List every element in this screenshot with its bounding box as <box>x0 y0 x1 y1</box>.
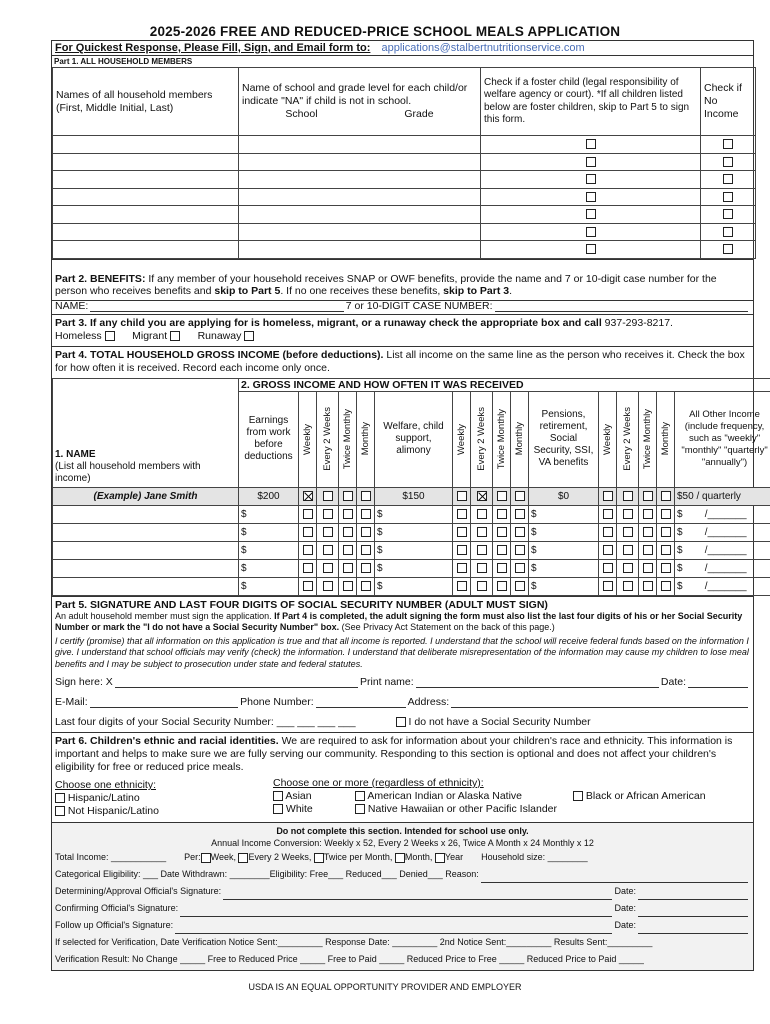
frequency-checkbox[interactable] <box>361 563 371 573</box>
example-checkbox <box>661 491 671 501</box>
foster-checkbox[interactable] <box>586 139 596 149</box>
frequency-checkbox[interactable] <box>343 581 353 591</box>
part6-section <box>52 733 753 823</box>
print-name-label: Print name: <box>360 676 414 688</box>
part5-section <box>52 597 753 734</box>
member-name-cell[interactable] <box>53 223 239 241</box>
welfare-cell[interactable]: $ <box>375 541 453 559</box>
example-earnings: $200 <box>239 487 299 505</box>
determining-date-label: Date: <box>614 886 636 896</box>
example-welfare: $150 <box>375 487 453 505</box>
week-checkbox[interactable] <box>201 853 211 863</box>
frequency-checkbox[interactable] <box>361 527 371 537</box>
member-name-cell[interactable] <box>53 241 239 259</box>
frequency-checkbox[interactable] <box>457 527 467 537</box>
earnings-cell[interactable]: $ <box>239 541 299 559</box>
frequency-checkbox[interactable] <box>661 509 671 519</box>
case-number-label: 7 or 10-DIGIT CASE NUMBER: <box>345 299 493 312</box>
verification-line: If selected for Verification, Date Verification Notice Sent:_________ Response Date: _________ 2nd Notice Sent:_________ Results Sent:_________ <box>55 937 653 947</box>
pension-cell[interactable]: $ <box>529 523 599 541</box>
form-title: 2025-2026 FREE AND REDUCED-PRICE SCHOOL MEALS APPLICATION <box>149 24 621 39</box>
earnings-cell[interactable]: $ <box>239 523 299 541</box>
frequency-checkbox[interactable] <box>343 527 353 537</box>
member-name-cell[interactable] <box>53 153 239 171</box>
other-dollar: $ <box>677 526 683 538</box>
example-checkbox <box>497 491 507 501</box>
part1-section <box>52 56 753 260</box>
frequency-checkbox[interactable] <box>303 527 313 537</box>
frequency-checkbox[interactable] <box>661 563 671 573</box>
confirming-date-label: Date: <box>614 903 636 913</box>
earnings-cell[interactable]: $ <box>239 559 299 577</box>
household-member-row <box>53 153 756 171</box>
freq-every2-2: Every 2 Weeks <box>476 407 487 471</box>
welfare-header: Welfare, child support, alimony <box>375 391 453 487</box>
pension-cell[interactable]: $ <box>529 577 599 595</box>
quick-response-bar <box>52 41 753 56</box>
freq-monthly-1: Monthly <box>360 422 371 456</box>
frequency-checkbox[interactable] <box>457 563 467 573</box>
no-income-checkbox[interactable] <box>723 227 733 237</box>
ssn-label: Last four digits of your Social Security Number: <box>55 716 274 728</box>
not-hispanic-checkbox[interactable] <box>55 806 65 816</box>
no-income-checkbox[interactable] <box>723 192 733 202</box>
migrant-label: Migrant <box>132 329 168 342</box>
col-header-grade-sub: Grade <box>404 108 434 120</box>
earnings-cell[interactable]: $ <box>239 577 299 595</box>
frequency-checkbox[interactable] <box>497 581 507 591</box>
asian-checkbox[interactable] <box>273 791 283 801</box>
frequency-checkbox[interactable] <box>661 527 671 537</box>
frequency-checkbox[interactable] <box>343 509 353 519</box>
freq-twice-3: Twice Monthly <box>642 408 653 470</box>
homeless-label: Homeless <box>55 329 102 342</box>
gross-income-header: 2. GROSS INCOME AND HOW OFTEN IT WAS RECEIVED <box>239 378 770 391</box>
frequency-checkbox[interactable] <box>361 509 371 519</box>
no-income-checkbox[interactable] <box>723 209 733 219</box>
welfare-cell[interactable]: $ <box>375 559 453 577</box>
frequency-checkbox[interactable] <box>303 581 313 591</box>
month-label: Month, <box>404 852 433 862</box>
school-grade-cell[interactable] <box>239 223 481 241</box>
household-members-table <box>52 67 756 259</box>
col-header-school <box>239 68 481 136</box>
frequency-checkbox[interactable] <box>643 581 653 591</box>
part5-label: Part 5. SIGNATURE AND LAST FOUR DIGITS OF SOCIAL SECURITY NUMBER (ADULT MUST SIGN) <box>55 598 548 611</box>
other-slash: /_______ <box>704 508 747 520</box>
welfare-cell[interactable]: $ <box>375 505 453 523</box>
every2-label: Every 2 Weeks, <box>248 852 312 862</box>
footer: USDA IS AN EQUAL OPPORTUNITY PROVIDER AND EMPLOYER <box>248 982 522 992</box>
followup-date-label: Date: <box>614 920 636 930</box>
hawaiian-checkbox[interactable] <box>355 804 365 814</box>
phone-field[interactable] <box>316 699 406 708</box>
black-checkbox[interactable] <box>573 791 583 801</box>
address-label: Address: <box>407 696 450 708</box>
frequency-checkbox[interactable] <box>497 545 507 555</box>
example-checkbox-checked <box>303 491 313 501</box>
example-checkbox <box>323 491 333 501</box>
frequency-checkbox[interactable] <box>515 527 525 537</box>
school-grade-cell[interactable] <box>239 171 481 189</box>
frequency-checkbox[interactable] <box>603 527 613 537</box>
application-form <box>51 40 768 971</box>
frequency-checkbox[interactable] <box>603 509 613 519</box>
frequency-checkbox[interactable] <box>661 581 671 591</box>
col-header-no-income: Check if No Income <box>701 68 756 136</box>
name-header: 1. NAME <box>55 448 96 460</box>
followup-field[interactable] <box>175 925 612 934</box>
other-dollar: $ <box>677 580 683 592</box>
not-hispanic-label: Not Hispanic/Latino <box>67 805 159 817</box>
income-row <box>53 559 770 577</box>
freq-monthly-3: Monthly <box>660 422 671 456</box>
office-conversion: Annual Income Conversion: Weekly x 52, Every 2 Weeks x 26, Twice A Month x 24 Monthly x 12 <box>211 838 594 848</box>
freq-twice-2: Twice Monthly <box>496 408 507 470</box>
frequency-checkbox[interactable] <box>623 581 633 591</box>
income-name-cell[interactable] <box>53 505 239 523</box>
household-member-row <box>53 223 756 241</box>
frequency-checkbox[interactable] <box>623 527 633 537</box>
week-label: Week, <box>210 852 236 862</box>
other-dollar: $ <box>677 544 683 556</box>
part6-text: We are required to ask for information about your children's race and ethnicity. This information is important and helps to make sure we are fully serving our community. Responding to this section is optional and does not affect your children's eligibility for free or reduced price meals. <box>55 735 733 773</box>
frequency-checkbox[interactable] <box>477 527 487 537</box>
part4-section <box>52 347 768 597</box>
part4-header <box>52 347 753 378</box>
twice-label: Twice per Month, <box>323 852 393 862</box>
household-member-row <box>53 171 756 189</box>
part5-line1c: (See Privacy Act Statement on the back of this page.) <box>341 622 555 632</box>
example-row <box>53 487 770 505</box>
part2-skip3: skip to Part 3 <box>443 284 510 297</box>
foster-checkbox[interactable] <box>586 227 596 237</box>
frequency-checkbox[interactable] <box>477 563 487 573</box>
frequency-checkbox[interactable] <box>343 545 353 555</box>
sign-label: Sign here: X <box>55 676 113 688</box>
example-checkbox <box>643 491 653 501</box>
address-field[interactable] <box>451 699 748 708</box>
part3-label: Part 3. If any child you are applying for is homeless, migrant, or a runaway check the appropriate box and call <box>55 316 602 329</box>
print-name-field[interactable] <box>416 679 659 688</box>
frequency-checkbox[interactable] <box>515 509 525 519</box>
name-header-sub: (List all household members with income) <box>55 460 201 484</box>
signature-field[interactable] <box>115 679 358 688</box>
household-size: Household size: ________ <box>481 852 588 862</box>
frequency-checkbox[interactable] <box>643 563 653 573</box>
other-income-cell[interactable] <box>675 541 770 559</box>
example-pension: $0 <box>529 487 599 505</box>
frequency-checkbox[interactable] <box>497 563 507 573</box>
part3-phone: 937-293-8217. <box>604 316 673 329</box>
income-name-cell[interactable] <box>53 577 239 595</box>
freq-twice-1: Twice Monthly <box>342 408 353 470</box>
part2-section: Part 2. BENEFITS: If any member of your household receives SNAP or OWF benefits, provide the name and 7 or 10-digit case number for the person who receives benefits and skip to Part 5. If no one receives these benefits, skip to Part 3. <box>52 260 753 301</box>
per-label: Per: <box>184 852 201 862</box>
year-label: Year <box>444 852 464 862</box>
frequency-checkbox[interactable] <box>361 581 371 591</box>
part5-line1b: If Part 4 is completed, the adult signing the form must also list the last four digits of his or her Social Security Number or mark the "I do not have a Social Security Number" box. <box>55 610 743 632</box>
other-income-cell[interactable] <box>675 577 770 595</box>
office-head: Do not complete this section. Intended for school use only. <box>276 826 529 836</box>
school-grade-cell[interactable] <box>239 241 481 259</box>
certify-text: I certify (promise) that all information on this application is true and that all income is reported. I understand that the school will receive federal funds based on the information I give. I understand that school officials may verify (check) the information. I understand that deliberate misrepresentation of the information may cause my children to lose meal benefits and I may be subject to prosecution under state and federal statutes. <box>55 635 749 669</box>
income-name-cell[interactable] <box>53 541 239 559</box>
school-grade-cell[interactable] <box>239 136 481 154</box>
freq-weekly-3: Weekly <box>602 423 613 455</box>
income-name-header <box>53 378 239 487</box>
income-name-cell[interactable] <box>53 523 239 541</box>
example-name: (Example) Jane Smith <box>53 487 239 505</box>
migrant-checkbox[interactable] <box>170 331 180 341</box>
part4-text: List all income on the same line as the person who receives it. Check the box for how often it is received. Record each income only once. <box>55 348 745 374</box>
frequency-checkbox[interactable] <box>457 545 467 555</box>
household-member-row <box>53 188 756 206</box>
determining-label: Determining/Approval Official's Signature: <box>55 886 222 896</box>
frequency-checkbox[interactable] <box>515 581 525 591</box>
frequency-checkbox[interactable] <box>457 581 467 591</box>
col-header-school-text: Name of school and grade level for each child/or indicate "NA" if child is not in school. <box>242 82 468 107</box>
hispanic-label: Hispanic/Latino <box>67 792 140 804</box>
frequency-checkbox[interactable] <box>603 581 613 591</box>
native-american-label: American Indian or Alaska Native <box>367 790 523 802</box>
example-checkbox-checked <box>477 491 487 501</box>
household-member-row <box>53 206 756 224</box>
welfare-cell[interactable]: $ <box>375 577 453 595</box>
twice-checkbox[interactable] <box>314 853 324 863</box>
frequency-checkbox[interactable] <box>603 563 613 573</box>
freq-every2-3: Every 2 Weeks <box>622 407 633 471</box>
freq-every2-1: Every 2 Weeks <box>322 407 333 471</box>
runaway-checkbox[interactable] <box>244 331 254 341</box>
frequency-checkbox[interactable] <box>457 509 467 519</box>
reason-field[interactable] <box>481 874 748 883</box>
frequency-checkbox[interactable] <box>303 509 313 519</box>
followup-label: Follow up Official's Signature: <box>55 920 174 930</box>
email-label: E-Mail: <box>55 696 88 708</box>
pension-cell[interactable]: $ <box>529 505 599 523</box>
frequency-checkbox[interactable] <box>323 563 333 573</box>
part3-section <box>52 315 753 347</box>
example-checkbox <box>623 491 633 501</box>
confirming-field[interactable] <box>180 908 612 917</box>
asian-label: Asian <box>285 790 312 802</box>
ethnicity-heading: Choose one ethnicity: <box>55 779 156 791</box>
phone-label: Phone Number: <box>240 696 314 708</box>
part6-label: Part 6. Children's ethnic and racial identities. <box>55 735 279 747</box>
example-checkbox <box>361 491 371 501</box>
school-grade-cell[interactable] <box>239 188 481 206</box>
part1-heading: Part 1. ALL HOUSEHOLD MEMBERS <box>54 57 193 66</box>
categorical-line: Categorical Eligibility: ___ Date Withdrawn: ________Eligibility: Free___ Reduced___ Denied___ Reason: <box>55 869 479 879</box>
foster-checkbox[interactable] <box>586 209 596 219</box>
income-row <box>53 505 770 523</box>
frequency-checkbox[interactable] <box>343 563 353 573</box>
every2-checkbox[interactable] <box>238 853 248 863</box>
year-checkbox[interactable] <box>435 853 445 863</box>
other-dollar: $ <box>677 562 683 574</box>
verification-result-line: Verification Result: No Change _____ Free to Reduced Price _____ Free to Paid _____ Reduced Price to Free _____ Reduced Price to Paid _____ <box>55 954 644 964</box>
example-checkbox <box>515 491 525 501</box>
pensions-header: Pensions, retirement, Social Security, SSI, VA benefits <box>529 391 599 487</box>
col-header-names: Names of all household members (First, Middle Initial, Last) <box>53 68 239 136</box>
foster-checkbox[interactable] <box>586 192 596 202</box>
member-name-cell[interactable] <box>53 136 239 154</box>
no-income-checkbox[interactable] <box>723 139 733 149</box>
followup-date-field[interactable] <box>638 925 748 934</box>
foster-checkbox[interactable] <box>586 244 596 254</box>
frequency-checkbox[interactable] <box>323 545 333 555</box>
member-name-cell[interactable] <box>53 171 239 189</box>
homeless-checkbox[interactable] <box>105 331 115 341</box>
part2-skip5: skip to Part 5 <box>214 284 281 297</box>
school-grade-cell[interactable] <box>239 153 481 171</box>
household-member-row <box>53 241 756 259</box>
foster-checkbox[interactable] <box>586 174 596 184</box>
example-checkbox <box>603 491 613 501</box>
frequency-checkbox[interactable] <box>643 527 653 537</box>
frequency-checkbox[interactable] <box>323 509 333 519</box>
other-slash: /_______ <box>704 544 747 556</box>
frequency-checkbox[interactable] <box>497 509 507 519</box>
income-table <box>52 378 770 596</box>
other-slash: /_______ <box>704 526 747 538</box>
frequency-checkbox[interactable] <box>323 581 333 591</box>
other-slash: /_______ <box>704 580 747 592</box>
part2-label: Part 2. BENEFITS: <box>55 272 146 285</box>
earnings-header: Earnings from work before deductions <box>239 391 299 487</box>
part2-text1: If any member of your household receives SNAP or OWF benefits, provide the name and 7 or 10-digit case number for the person who receives benefits and <box>55 272 717 297</box>
determining-field[interactable] <box>223 891 612 900</box>
welfare-cell[interactable]: $ <box>375 523 453 541</box>
benefit-name-label: NAME: <box>55 299 89 312</box>
email-link[interactable]: applications@stalbertnutritionservice.com <box>381 42 585 54</box>
frequency-checkbox[interactable] <box>477 509 487 519</box>
no-income-checkbox[interactable] <box>723 244 733 254</box>
quick-response-label: For Quickest Response, Please Fill, Sign, and Email form to: <box>55 42 371 54</box>
income-row <box>53 577 770 595</box>
income-row <box>53 523 770 541</box>
member-name-cell[interactable] <box>53 188 239 206</box>
frequency-checkbox[interactable] <box>515 545 525 555</box>
no-ssn-checkbox[interactable] <box>396 717 406 727</box>
month-checkbox[interactable] <box>395 853 405 863</box>
total-income: Total Income: ___________ <box>55 852 167 862</box>
other-income-header: All Other Income (include frequency, such as "weekly" "monthly" "quarterly" "annually") <box>675 391 770 487</box>
part2-fields <box>52 301 753 315</box>
black-label: Black or African American <box>585 790 706 802</box>
school-grade-cell[interactable] <box>239 206 481 224</box>
frequency-checkbox[interactable] <box>623 563 633 573</box>
white-label: White <box>285 803 313 815</box>
no-ssn-label: I do not have a Social Security Number <box>408 716 591 728</box>
white-checkbox[interactable] <box>273 804 283 814</box>
other-income-cell[interactable] <box>675 523 770 541</box>
date-field[interactable] <box>688 679 748 688</box>
ssn-field[interactable]: ___ ___ ___ ___ <box>276 716 356 728</box>
email-field[interactable] <box>90 699 238 708</box>
frequency-checkbox[interactable] <box>623 545 633 555</box>
col-header-foster: Check if a foster child (legal responsibility of welfare agency or court). *If all children listed below are foster children, skip to Part 5 to sign this form. <box>481 68 701 136</box>
part5-line1a: An adult household member must sign the application. <box>55 610 272 621</box>
case-number-field[interactable] <box>495 303 748 312</box>
frequency-checkbox[interactable] <box>303 563 313 573</box>
other-slash: /_______ <box>704 562 747 574</box>
frequency-checkbox[interactable] <box>603 545 613 555</box>
member-name-cell[interactable] <box>53 206 239 224</box>
frequency-checkbox[interactable] <box>497 527 507 537</box>
income-row <box>53 541 770 559</box>
frequency-checkbox[interactable] <box>361 545 371 555</box>
confirming-label: Confirming Official's Signature: <box>55 903 179 913</box>
pension-cell[interactable]: $ <box>529 541 599 559</box>
race-heading: Choose one or more (regardless of ethnicity): <box>273 777 484 789</box>
hispanic-checkbox[interactable] <box>55 793 65 803</box>
col-header-school-sub: School <box>285 108 318 120</box>
frequency-checkbox[interactable] <box>643 545 653 555</box>
benefit-name-field[interactable] <box>90 303 343 312</box>
frequency-checkbox[interactable] <box>477 581 487 591</box>
no-income-checkbox[interactable] <box>723 157 733 167</box>
part4-label: Part 4. TOTAL HOUSEHOLD GROSS INCOME (before deductions). <box>55 348 384 361</box>
example-checkbox <box>457 491 467 501</box>
part2-text2: . If no one receives these benefits, <box>280 284 441 297</box>
household-member-row <box>53 136 756 154</box>
pension-cell[interactable]: $ <box>529 559 599 577</box>
example-other: $50 / quarterly <box>675 487 770 505</box>
freq-weekly-2: Weekly <box>456 423 467 455</box>
other-income-cell[interactable] <box>675 505 770 523</box>
earnings-cell[interactable]: $ <box>239 505 299 523</box>
frequency-checkbox[interactable] <box>643 509 653 519</box>
other-dollar: $ <box>677 508 683 520</box>
frequency-checkbox[interactable] <box>303 545 313 555</box>
frequency-checkbox[interactable] <box>323 527 333 537</box>
date-label: Date: <box>660 676 687 688</box>
other-income-cell[interactable] <box>675 559 770 577</box>
native-american-checkbox[interactable] <box>355 791 365 801</box>
frequency-checkbox[interactable] <box>515 563 525 573</box>
hawaiian-label: Native Hawaiian or other Pacific Islander <box>367 803 558 815</box>
determining-date-field[interactable] <box>638 891 748 900</box>
freq-weekly-1: Weekly <box>302 423 313 455</box>
runaway-label: Runaway <box>197 329 242 342</box>
foster-checkbox[interactable] <box>586 157 596 167</box>
example-checkbox <box>343 491 353 501</box>
frequency-checkbox[interactable] <box>477 545 487 555</box>
freq-monthly-2: Monthly <box>514 422 525 456</box>
frequency-checkbox[interactable] <box>623 509 633 519</box>
office-use-section <box>52 823 753 970</box>
frequency-checkbox[interactable] <box>661 545 671 555</box>
income-name-cell[interactable] <box>53 559 239 577</box>
no-income-checkbox[interactable] <box>723 174 733 184</box>
confirming-date-field[interactable] <box>638 908 748 917</box>
